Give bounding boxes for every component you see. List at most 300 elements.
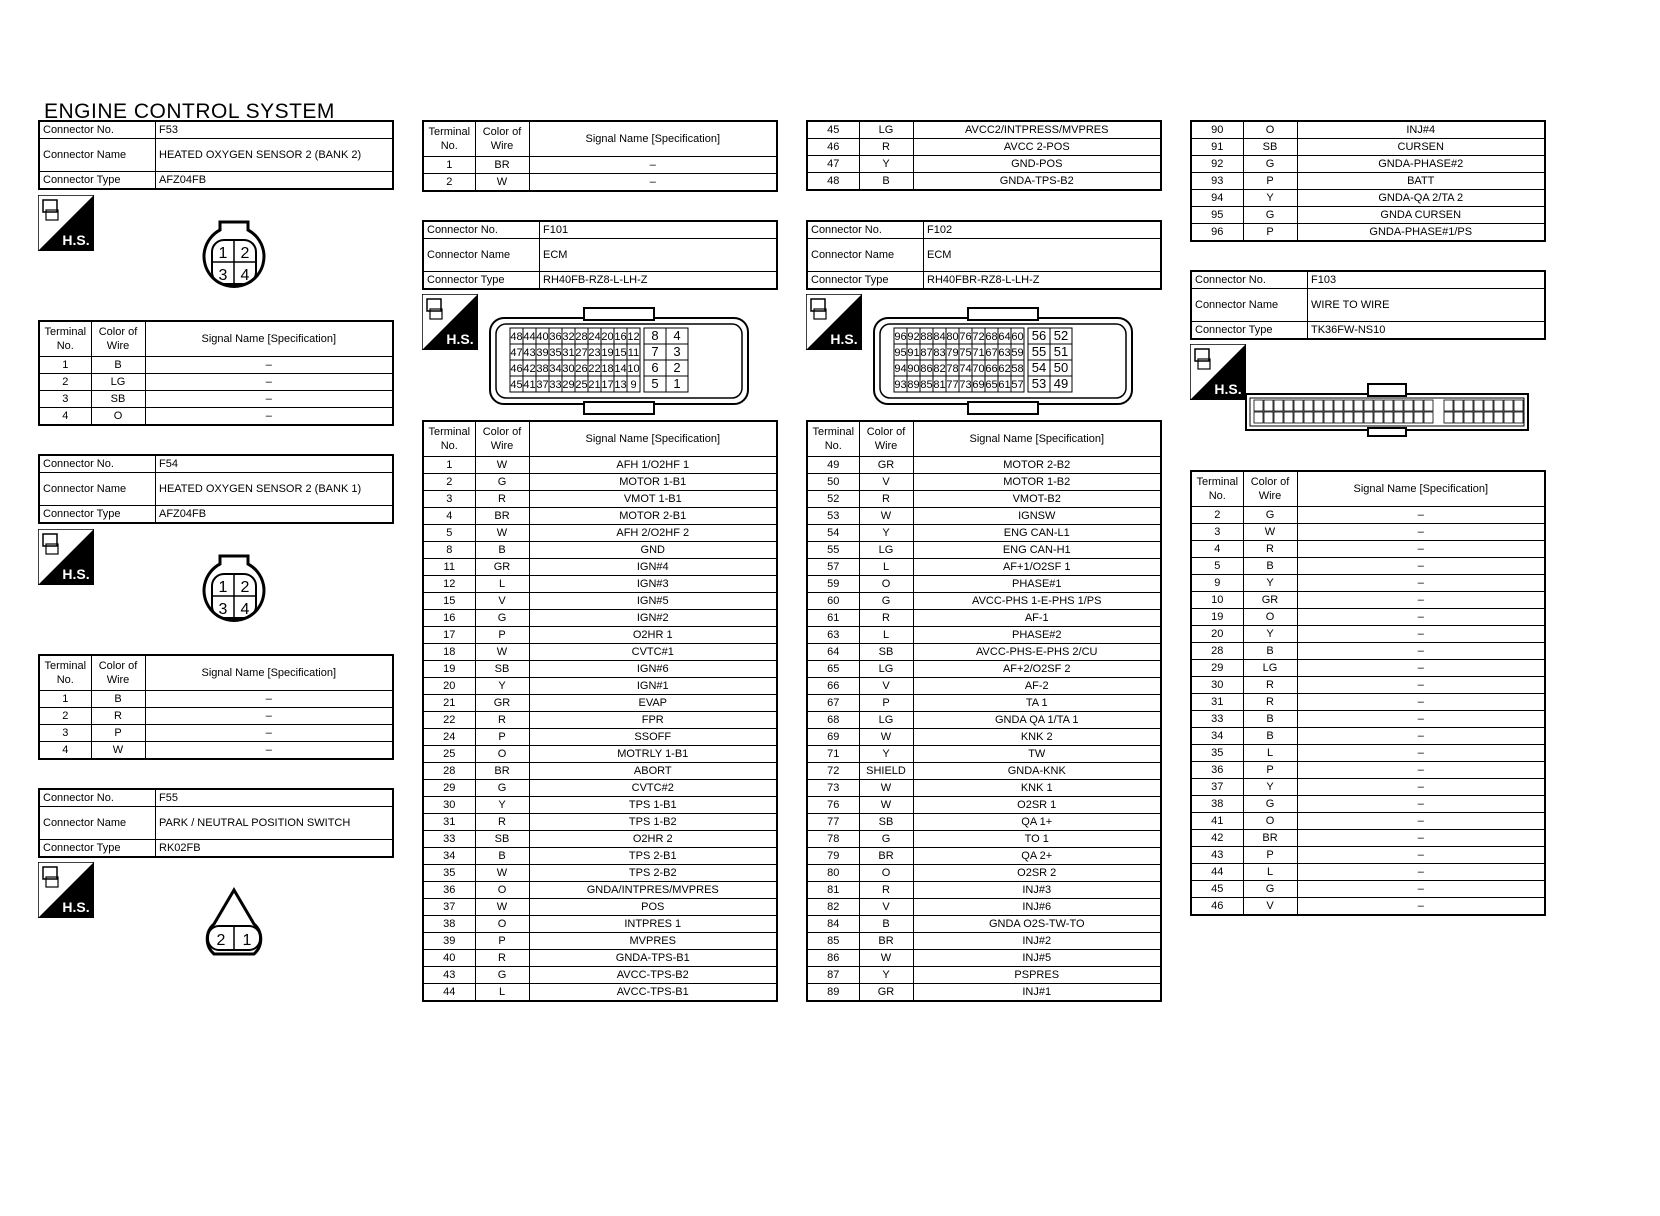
wire-color: R [859,139,913,156]
pin-label: 2 [240,579,250,596]
connector-no-label: Connector No. [39,789,156,807]
signal-name: – [145,708,393,725]
wire-color: R [859,882,913,899]
terminal-no: 2 [423,474,475,491]
pin-cell [1424,412,1433,423]
wire-color: R [475,814,529,831]
signal-name: GNDA-QA 2/TA 2 [1297,190,1545,207]
f55-connector-type: RK02FB [156,840,394,858]
f54-connector-type: AFZ04FB [156,506,394,524]
terminal-row [1191,643,1545,660]
terminal-row [807,139,1161,156]
pin-label: 30 [562,363,575,375]
terminal-row [807,729,1161,746]
wire-color: W [91,742,145,760]
signal-name: PHASE#2 [913,627,1161,644]
pin-label: 70 [972,363,985,375]
connector-name-label: Connector Name [39,139,156,172]
terminal-no: 29 [1191,660,1243,677]
terminal-row [807,508,1161,525]
terminal-row [423,576,777,593]
wire-color: W [1243,524,1297,541]
terminal-row [807,695,1161,712]
pin-cell [1464,412,1473,423]
signal-name: IGN#3 [529,576,777,593]
wire-color: G [1243,156,1297,173]
pin-label: 44 [523,331,536,343]
pin-label: 36 [549,331,562,343]
terminal-row [423,610,777,627]
terminal-row [1191,677,1545,694]
terminal-no-header: Terminal No. [1191,471,1243,507]
pin-cell [1284,400,1293,411]
wire-color: Y [859,525,913,542]
wire-color: B [859,916,913,933]
pin-cell [1314,412,1323,423]
pin-cell [1354,400,1363,411]
terminal-no: 57 [807,559,859,576]
wire-color: BR [1243,830,1297,847]
signal-name: MVPRES [529,933,777,950]
terminal-no: 59 [807,576,859,593]
signal-name: – [1297,881,1545,898]
signal-name: – [529,157,777,174]
terminal-no: 45 [807,121,859,139]
terminal-row [423,882,777,899]
wire-color: G [859,831,913,848]
terminal-no: 28 [1191,643,1243,660]
terminal-no: 72 [807,763,859,780]
terminal-row [807,984,1161,1002]
f101-connector-name: ECM [540,239,778,272]
wire-color: L [859,627,913,644]
terminal-row [807,156,1161,173]
signal-name: QA 2+ [913,848,1161,865]
signal-name: KNK 1 [913,780,1161,797]
pin-label: 18 [601,363,614,375]
terminal-row [1191,121,1545,139]
terminal-no: 35 [1191,745,1243,762]
pin-label: 45 [510,379,523,391]
terminal-no: 35 [423,865,475,882]
signal-name: – [1297,541,1545,558]
pin-cell [1254,400,1263,411]
signal-name: IGN#5 [529,593,777,610]
signal-name: POS [529,899,777,916]
f102-connector-type: RH40FBR-RZ8-L-LH-Z [924,272,1162,290]
terminal-no: 89 [807,984,859,1002]
terminal-row [807,173,1161,191]
pin-cell [1344,412,1353,423]
signal-name: O2HR 2 [529,831,777,848]
signal-name: CVTC#2 [529,780,777,797]
pin-cell [1334,412,1343,423]
terminal-row [1191,898,1545,916]
terminal-row [423,542,777,559]
wire-color: L [475,984,529,1002]
signal-name: VMOT 1-B1 [529,491,777,508]
signal-name: GNDA-TPS-B1 [529,950,777,967]
page-title: ENGINE CONTROL SYSTEM [44,100,335,123]
terminal-no: 25 [423,746,475,763]
wire-color: R [475,950,529,967]
hs-label: H.S. [62,899,90,915]
terminal-no: 61 [807,610,859,627]
signal-name: QA 1+ [913,814,1161,831]
wire-color: B [475,848,529,865]
wire-color: B [91,691,145,708]
signal-name: INJ#2 [913,933,1161,950]
pin-label: 59 [1011,347,1024,359]
wire-color: R [1243,677,1297,694]
pin-cell [1374,412,1383,423]
terminal-row [807,865,1161,882]
pin-label: 24 [588,331,601,343]
terminal-no: 4 [39,408,91,426]
harness-side-icon [38,529,94,585]
pin-label: 80 [946,331,959,343]
pin-label: 76 [959,331,972,343]
pin-label: 8 [651,328,659,343]
pin-label: 34 [549,363,562,375]
signal-name: IGN#4 [529,559,777,576]
terminal-no: 3 [39,391,91,408]
wire-color: L [1243,745,1297,762]
terminal-row [1191,575,1545,592]
pin-cell [1394,400,1403,411]
harness-side-icon [38,862,94,918]
pin-label: 6 [651,360,659,375]
signal-name: AF+1/O2SF 1 [913,559,1161,576]
terminal-row [807,797,1161,814]
color-of-wire-header: Color of Wire [91,321,145,357]
signal-name: CURSEN [1297,139,1545,156]
terminal-no: 2 [39,374,91,391]
terminal-row [39,691,393,708]
signal-name: AF+2/O2SF 2 [913,661,1161,678]
terminal-row [39,391,393,408]
signal-name: GNDA/INTPRES/MVPRES [529,882,777,899]
terminal-no: 18 [423,644,475,661]
terminal-row [807,661,1161,678]
wire-color: G [475,474,529,491]
terminal-row [1191,224,1545,242]
harness-side-icon [422,294,478,350]
terminal-row [807,576,1161,593]
terminal-no: 3 [1191,524,1243,541]
wire-color: G [859,593,913,610]
terminal-row [807,644,1161,661]
pin-cell [1444,412,1453,423]
pin-cell [1364,400,1373,411]
pin-label: 7 [651,344,659,359]
signal-name: – [1297,813,1545,830]
terminal-no: 77 [807,814,859,831]
signal-name: – [1297,796,1545,813]
terminal-row [807,121,1161,139]
signal-name: TA 1 [913,695,1161,712]
wire-color: V [859,474,913,491]
pin-cell [1514,400,1523,411]
pin-cell [1384,400,1393,411]
signal-name: AVCC-TPS-B1 [529,984,777,1002]
terminal-no: 92 [1191,156,1243,173]
pin-cell [1344,400,1353,411]
hs-label: H.S. [1214,381,1242,397]
terminal-no: 5 [1191,558,1243,575]
terminal-no: 69 [807,729,859,746]
wire-color: P [1243,847,1297,864]
terminal-row [807,457,1161,474]
f53-connector-info [38,120,394,190]
terminal-no: 24 [423,729,475,746]
terminal-no: 90 [1191,121,1243,139]
terminal-row [423,644,777,661]
terminal-no: 4 [423,508,475,525]
f103-connector-type: TK36FW-NS10 [1308,322,1546,340]
f54-connector-face [196,552,272,632]
pin-label: 61 [998,379,1011,391]
terminal-row [807,491,1161,508]
signal-name: – [1297,558,1545,575]
terminal-no: 19 [423,661,475,678]
terminal-no: 54 [807,525,859,542]
signal-name: GNDA-PHASE#1/PS [1297,224,1545,242]
wire-color: W [859,780,913,797]
terminal-row [423,899,777,916]
terminal-row [423,174,777,192]
f55-connector-name: PARK / NEUTRAL POSITION SWITCH [156,807,394,840]
terminal-no: 47 [807,156,859,173]
wire-color: W [475,899,529,916]
signal-name: GNDA-KNK [913,763,1161,780]
terminal-no: 63 [807,627,859,644]
terminal-no: 4 [39,742,91,760]
terminal-no-header: Terminal No. [39,321,91,357]
terminal-row [1191,711,1545,728]
color-of-wire-header: Color of Wire [91,655,145,691]
pin-label: 88 [920,331,933,343]
terminal-row [423,525,777,542]
connector-no-label: Connector No. [39,121,156,139]
f103-connector-face [1244,382,1530,438]
pin-label: 17 [601,379,614,391]
wire-color: W [475,865,529,882]
terminal-row [423,865,777,882]
signal-name: KNK 2 [913,729,1161,746]
signal-name: VMOT-B2 [913,491,1161,508]
wire-color: P [91,725,145,742]
wire-color: LG [1243,660,1297,677]
signal-name: – [1297,847,1545,864]
pin-cell [1374,400,1383,411]
pin-label: 83 [933,347,946,359]
pin-cell [1384,412,1393,423]
pin-cell [1474,412,1483,423]
terminal-row [423,916,777,933]
signal-name-header: Signal Name [Specification] [529,421,777,457]
terminal-no: 3 [39,725,91,742]
wire-color: W [859,729,913,746]
color-of-wire-header: Color of Wire [1243,471,1297,507]
signal-name: – [1297,864,1545,881]
wire-color: G [475,967,529,984]
wire-color: GR [1243,592,1297,609]
connector-type-label: Connector Type [807,272,924,290]
wire-color: G [1243,881,1297,898]
hs-label: H.S. [62,566,90,582]
terminal-no: 34 [423,848,475,865]
color-of-wire-header: Color of Wire [475,421,529,457]
terminal-no: 2 [39,708,91,725]
pin-label: 3 [218,267,228,284]
signal-name: PSPRES [913,967,1161,984]
terminal-row [1191,507,1545,524]
terminal-no: 20 [1191,626,1243,643]
wire-color: P [859,695,913,712]
pin-label: 73 [959,379,972,391]
terminal-row [807,933,1161,950]
pin-cell [1394,412,1403,423]
wire-color: G [1243,207,1297,224]
terminal-no-header: Terminal No. [807,421,859,457]
hs-label: H.S. [62,232,90,248]
terminal-row [807,593,1161,610]
terminal-no: 85 [807,933,859,950]
terminal-row [423,848,777,865]
terminal-row [1191,626,1545,643]
terminal-row [423,763,777,780]
pin-label: 4 [673,328,681,343]
pin-cell [1264,412,1273,423]
pin-label: 3 [218,601,228,618]
signal-name: ENG CAN-L1 [913,525,1161,542]
terminal-no: 37 [1191,779,1243,796]
signal-name: IGN#1 [529,678,777,695]
pin-cell [1284,412,1293,423]
pin-label: 20 [601,331,614,343]
signal-name: SSOFF [529,729,777,746]
pin-label: 52 [1053,328,1069,343]
wire-color: BR [859,933,913,950]
signal-name: – [145,357,393,374]
terminal-row [807,746,1161,763]
signal-name: INJ#1 [913,984,1161,1002]
pin-label: 89 [907,379,920,391]
wire-color: SHIELD [859,763,913,780]
terminal-row [807,899,1161,916]
connector-name-label: Connector Name [807,239,924,272]
terminal-no: 36 [1191,762,1243,779]
pin-label: 2 [240,245,250,262]
wire-color: Y [859,746,913,763]
signal-name: EVAP [529,695,777,712]
terminal-row [807,712,1161,729]
signal-name: – [1297,745,1545,762]
terminal-row [423,780,777,797]
wire-color: GR [475,559,529,576]
wire-color: V [1243,898,1297,916]
pin-label: 86 [920,363,933,375]
terminal-no: 30 [423,797,475,814]
wire-color: Y [859,156,913,173]
wire-color: P [475,933,529,950]
pin-cell [1404,400,1413,411]
terminal-no: 19 [1191,609,1243,626]
pin-label: 62 [998,363,1011,375]
pin-cell [1404,412,1413,423]
terminal-no: 71 [807,746,859,763]
terminal-no: 41 [1191,813,1243,830]
pin-label: 1 [673,376,681,391]
signal-name: – [145,391,393,408]
connector-type-label: Connector Type [423,272,540,290]
wire-color: R [91,708,145,725]
wire-color: O [859,576,913,593]
terminal-no: 12 [423,576,475,593]
pin-cell [1294,400,1303,411]
signal-name: – [1297,592,1545,609]
terminal-row [1191,541,1545,558]
f55-connector-info [38,788,394,858]
wire-color: LG [859,121,913,139]
pin-label: 38 [536,363,549,375]
terminal-no: 84 [807,916,859,933]
f103-connector-info [1190,270,1546,340]
terminal-no: 36 [423,882,475,899]
f55-terminal-table [422,120,778,192]
pin-cell [1324,412,1333,423]
terminal-row [423,593,777,610]
terminal-row [1191,847,1545,864]
pin-label: 65 [985,379,998,391]
terminal-row [807,848,1161,865]
pin-label: 48 [510,331,523,343]
terminal-no: 29 [423,780,475,797]
terminal-row [1191,524,1545,541]
terminal-no: 11 [423,559,475,576]
hs-label: H.S. [446,331,474,347]
f53-connector-name: HEATED OXYGEN SENSOR 2 (BANK 2) [156,139,394,172]
wire-color: O [475,746,529,763]
signal-name: TW [913,746,1161,763]
pin-label: 1 [242,932,252,949]
pin-cell [1414,412,1423,423]
signal-name-header: Signal Name [Specification] [145,321,393,357]
signal-name: AF-1 [913,610,1161,627]
terminal-no-header: Terminal No. [39,655,91,691]
wire-color: R [475,491,529,508]
signal-name: INJ#3 [913,882,1161,899]
terminal-row [423,814,777,831]
signal-name: – [1297,507,1545,524]
f53-connector-face [196,218,272,298]
wire-color: O [859,865,913,882]
wire-color: BR [859,848,913,865]
pin-label: 27 [575,347,588,359]
pin-cell [1454,412,1463,423]
wire-color: W [859,950,913,967]
terminal-no: 42 [1191,830,1243,847]
wire-color: LG [859,661,913,678]
pin-label: 71 [972,347,985,359]
terminal-row [1191,796,1545,813]
signal-name: GNDA O2S-TW-TO [913,916,1161,933]
terminal-no: 60 [807,593,859,610]
signal-name: AVCC-PHS-E-PHS 2/CU [913,644,1161,661]
pin-label: 11 [627,347,640,359]
signal-name: – [1297,677,1545,694]
